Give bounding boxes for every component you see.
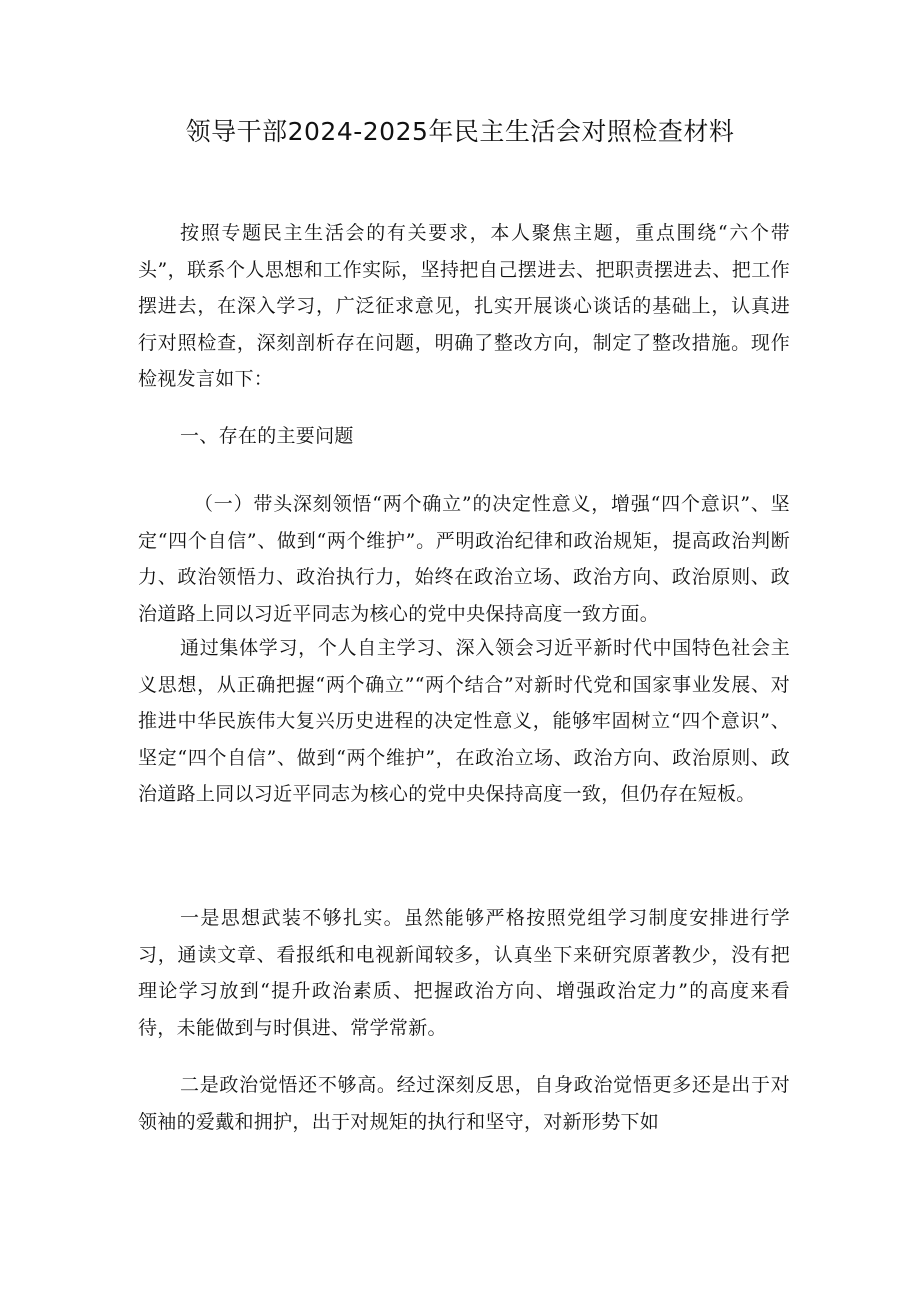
body-paragraph: 一是思想武装不够扎实。虽然能够严格按照党组学习制度安排进行学习，通读文章、看报纸和电视新闻较多，认真坐下来研究原著教少，没有把理论学习放到“提升政治素质、把握政治方向、增强政治定力”的高度来看待，未能做到与时俱进、常学常新。 — [138, 907, 790, 1039]
body-paragraph: 二是政治觉悟还不够高。经过深刻反思，自身政治觉悟更多还是出于对领袖的爱戴和拥护，出于对规矩的执行和坚守，对新形势下如 — [138, 1074, 790, 1133]
body-paragraph: 通过集体学习，个人自主学习、深入领会习近平新时代中国特色社会主义思想，从正确把握“两个确立”“两个结合”对新时代党和国家事业发展、对推进中华民族伟大复兴历史进程的决定性意义，能够牢固树立“四个意识”、坚定“四个自信”、做到“两个维护”，在政治立场、政治方向、政治原则、政治道路上同以习近平同志为核心的党中央保持高度一致，但仍存在短板。 — [138, 637, 790, 805]
subsection-paragraph: （一）带头深刻领悟“两个确立”的决定性意义，增强“四个意识”、坚定“四个自信”、做到“两个维护”。严明政治纪律和政治规矩，提高政治判断力、政治领悟力、政治执行力，始终在政治立场、政治方向、政治原则、政治道路上同以习近平同志为核心的党中央保持高度一致方面。 — [138, 493, 790, 625]
document-title: 领导干部2024-2025年民主生活会对照检查材料 — [185, 117, 735, 146]
intro-paragraph: 按照专题民主生活会的有关要求，本人聚焦主题，重点围绕“六个带头”，联系个人思想和工作实际，坚持把自己摆进去、把职责摆进去、把工作摆进去，在深入学习，广泛征求意见，扎实开展谈心谈话的基础上，认真进行对照检查，深刻剖析存在问题，明确了整改方向，制定了整改措施。现作检视发言如下： — [138, 222, 790, 390]
section-heading: 一、存在的主要问题 — [180, 425, 354, 447]
